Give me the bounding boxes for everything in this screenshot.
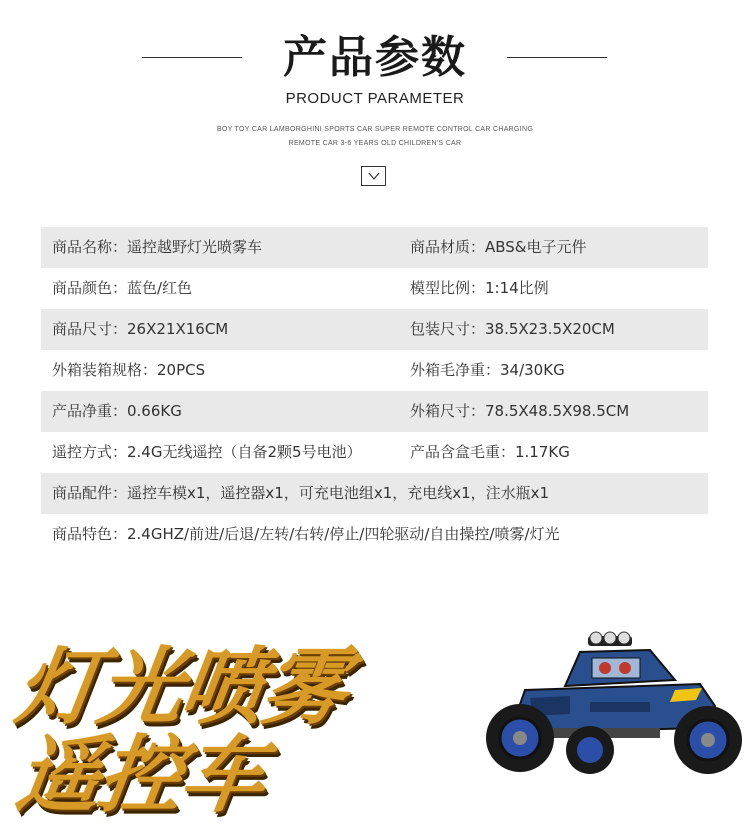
description-line-1: BOY TOY CAR LAMBORGHINI SPORTS CAR SUPER REMOTE CONTROL CAR CHARGING bbox=[216, 126, 534, 133]
param-left: 商品颜色：蓝色/红色 bbox=[52, 279, 193, 297]
param-left: 遥控方式：2.4G无线遥控（自备2颗5号电池） bbox=[52, 443, 362, 461]
title-row bbox=[0, 30, 750, 86]
param-right: 外箱毛净重：34/30KG bbox=[410, 361, 565, 379]
param-row bbox=[41, 473, 708, 514]
page-subtitle: PRODUCT PARAMETER bbox=[285, 90, 465, 107]
param-right: 外箱尺寸：78.5X48.5X98.5CM bbox=[410, 402, 630, 420]
param-left: 商品配件：遥控车模x1，遥控器x1，可充电池组x1，充电线x1，注水瓶x1 bbox=[52, 484, 550, 502]
param-left: 商品名称：遥控越野灯光喷雾车 bbox=[52, 238, 263, 256]
param-left: 商品特色：2.4GHZ/前进/后退/左转/右转/停止/四轮驱动/自由操控/喷雾/灯光 bbox=[52, 525, 560, 543]
title-divider-right bbox=[507, 57, 607, 58]
banner-headline-2: 遥控车 bbox=[10, 726, 270, 824]
param-right: 模型比例：1:14比例 bbox=[410, 279, 549, 297]
param-left: 产品净重：0.66KG bbox=[52, 402, 182, 420]
param-right: 包装尺寸：38.5X23.5X20CM bbox=[410, 320, 615, 338]
param-right: 产品含盒毛重：1.17KG bbox=[410, 443, 570, 461]
param-left: 外箱装箱规格：20PCS bbox=[52, 361, 206, 379]
param-row bbox=[41, 432, 708, 473]
param-row bbox=[41, 268, 708, 309]
param-row bbox=[41, 227, 708, 268]
param-left: 商品尺寸：26X21X16CM bbox=[52, 320, 229, 338]
chevron-down-icon bbox=[361, 166, 386, 186]
param-row bbox=[41, 514, 708, 555]
rc-car-image bbox=[470, 628, 740, 768]
promo-banner bbox=[0, 600, 750, 824]
page-title: 产品参数 bbox=[283, 32, 467, 83]
param-row bbox=[41, 309, 708, 350]
description-line-2: REMOTE CAR 3-6 YEARS OLD CHILDREN'S CAR bbox=[288, 140, 462, 147]
param-row bbox=[41, 350, 708, 391]
param-right: 商品材质：ABS&电子元件 bbox=[410, 238, 587, 256]
banner-headline: 灯光喷雾 bbox=[10, 638, 352, 736]
parameter-table bbox=[41, 227, 708, 555]
param-row bbox=[41, 391, 708, 432]
